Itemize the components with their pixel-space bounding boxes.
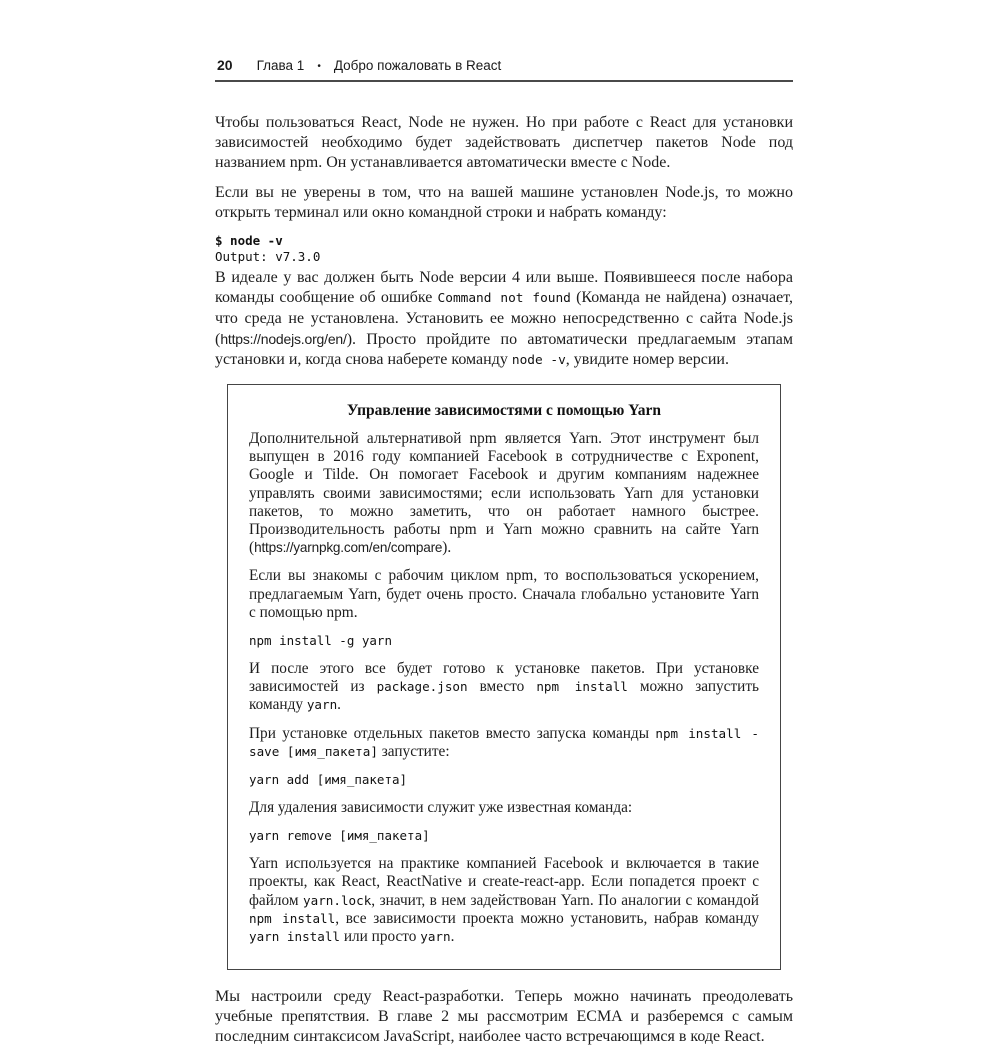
inline-code: yarn [420, 929, 451, 945]
text-run: Дополнительной альтернативой npm является Yarn. Этот инструмент был выпущен в 2016 году компанией Facebook в сотрудничестве с Exponent, Google и Tilde. Он помогает Facebook и другим компаниям надежнее управлять своими зависимостями; если использовать Yarn для установки пакетов, то можно заметить, что он работает намного быстрее. Производительность работы npm и Yarn можно сравнить на сайте Yarn ( [249, 430, 759, 557]
running-head [215, 57, 793, 73]
text-run: (Команда не найдена) означает, что среда не установлена. Установить ее можно непосредственно с сайта Node.js ( [215, 289, 793, 348]
text-run: Для удаления зависимости служит уже известная команда: [249, 799, 633, 817]
text-run: ). [442, 539, 452, 557]
paragraph-npm-intro [215, 113, 793, 173]
paragraph-conclusion [215, 987, 793, 1047]
yarn-paragraph-alternative [249, 430, 759, 557]
inline-code: Command not found [437, 291, 571, 306]
text-run: Если вы не уверены в том, что на вашей машине установлен Node.js, то можно открыть терминал или окно командной строки и набрать команду: [215, 184, 793, 221]
page-number: 20 [217, 57, 233, 73]
sidebar-box-title: Управление зависимостями с помощью Yarn [347, 402, 661, 419]
text-run: . [337, 696, 341, 714]
code-line: Output: v7.3.0 [215, 249, 321, 264]
yarn-paragraph-workflow [249, 567, 759, 622]
text-run: И после этого все будет готово к установке пакетов. При установке зависимостей из [249, 660, 759, 696]
yarn-paragraph-facebook-usage [249, 855, 759, 946]
text-run: запустите: [377, 742, 450, 760]
text-run: Мы настроили среду React-разработки. Теперь можно начинать преодолевать учебные препятствия. В главе 2 мы рассмотрим ECMA и разберемся с самым последним синтаксисом JavaScript, наиболее часто встречающимся в коде React. [215, 988, 793, 1046]
text-run: ). Просто пройдите по автоматически предлагаемым этапам установки и, когда снова наберете команду [215, 331, 793, 368]
text-run: или просто [340, 928, 421, 946]
text-run: Yarn используется на практике компанией Facebook и включается в такие проекты, как React, ReactNative и create-react-app. Если попадется проект с файлом [249, 855, 759, 909]
paragraph-node-install [215, 268, 793, 371]
yarn-paragraph-single-package [249, 725, 759, 761]
code-line: yarn add [имя_пакета] [249, 772, 408, 788]
inline-code: node -v [511, 353, 566, 368]
text-run: вместо [467, 678, 537, 696]
code-line: $ node -v [215, 233, 283, 248]
bullet-separator: • [317, 61, 321, 72]
code-block-node-version [215, 233, 793, 265]
text-run: Чтобы пользоваться React, Node не нужен. Но при работе с React для установки зависимостей необходимо будет задействовать диспетчер пакетов Node под названием npm. Он устанавливается автоматически вместе с Node. [215, 114, 793, 171]
text-run: , все зависимости проекта можно установить, набрав команду [335, 909, 759, 927]
inline-code: yarn [306, 697, 338, 713]
header-rule [215, 80, 793, 82]
inline-code: package.json [376, 679, 468, 695]
chapter-title: Добро пожаловать в React [333, 58, 502, 73]
code-line: npm install -g yarn [249, 633, 392, 649]
inline-code: npm install -save [имя_пакета] [249, 725, 759, 759]
code-block-yarn-add [249, 772, 759, 788]
text-run: В идеале у вас должен быть Node версии 4 или выше. Появившееся после набора команды сообщение об ошибке [215, 269, 793, 306]
code-block-yarn-global-install [249, 633, 759, 649]
url-text: https://yarnpkg.com/en/compare [254, 540, 443, 556]
yarn-paragraph-packages [249, 660, 759, 715]
yarn-paragraph-remove-intro [249, 799, 759, 817]
yarn-sidebar-box [227, 384, 781, 970]
chapter-label: Глава 1 [256, 58, 305, 73]
inline-code: npm install [536, 679, 628, 695]
text-run: , значит, в нем задействован Yarn. По аналогии с командой [371, 891, 759, 909]
text-run: . [450, 928, 455, 946]
text-run: , увидите номер версии. [565, 351, 729, 368]
code-line: yarn remove [имя_пакета] [249, 828, 430, 844]
inline-code: npm install [249, 910, 336, 926]
text-run: При установке отдельных пакетов вместо запуска команды [249, 724, 656, 742]
url-text: https://nodejs.org/en/ [220, 331, 347, 347]
book-page [215, 57, 793, 1057]
inline-code: yarn.lock [303, 892, 372, 908]
text-run: можно запустить команду [249, 678, 760, 714]
text-run: Если вы знакомы с рабочим циклом npm, то воспользоваться ускорением, предлагаемым Yarn, будет очень просто. Сначала глобально установите Yarn с помощью npm. [249, 567, 759, 621]
code-block-yarn-remove [249, 828, 759, 844]
inline-code: yarn install [249, 929, 340, 945]
paragraph-node-check [215, 183, 793, 223]
